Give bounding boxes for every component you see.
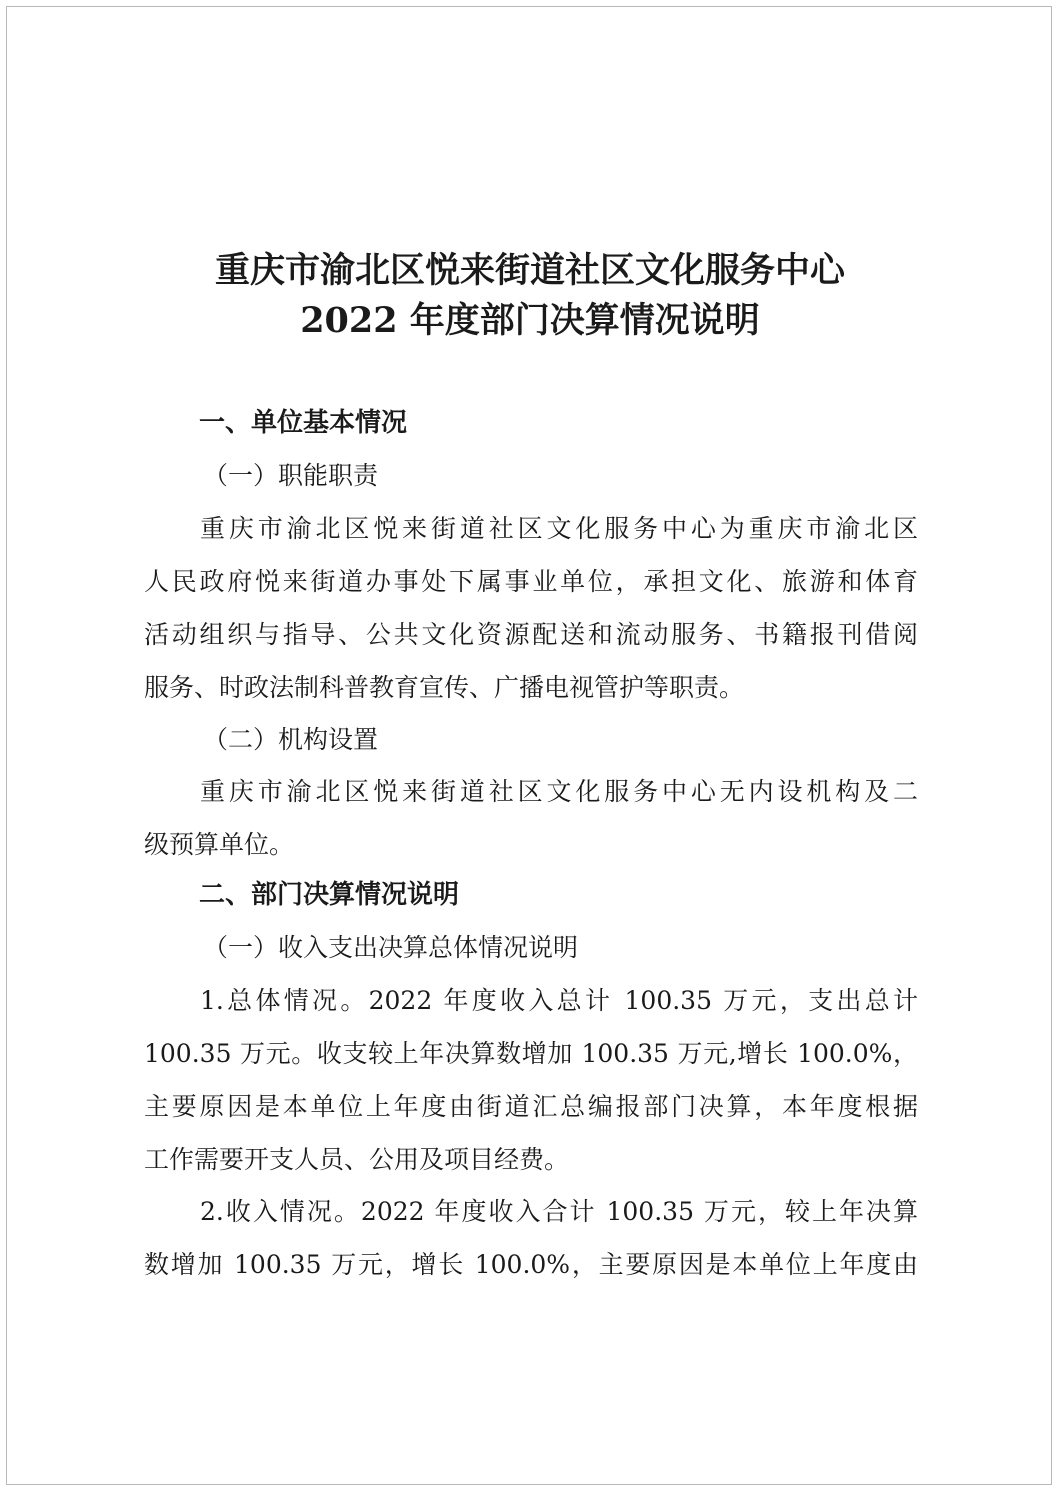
paragraph-line: 主要原因是本单位上年度由街道汇总编报部门决算，本年度根据 [144, 1092, 918, 1121]
document-title-line2: 2022 年度部门决算情况说明 [300, 300, 760, 341]
paragraph-line: 1.总体情况。2022 年度收入总计 100.35 万元，支出总计 [200, 986, 918, 1015]
document-title-line1: 重庆市渝北区悦来街道社区文化服务中心 [214, 250, 845, 291]
section1-sub1-heading: （一）职能职责 [203, 461, 379, 490]
paragraph-line: 数增加 100.35 万元，增长 100.0%，主要原因是本单位上年度由 [144, 1250, 918, 1279]
paragraph-line: 2.收入情况。2022 年度收入合计 100.35 万元，较上年决算 [200, 1197, 918, 1226]
section2-sub1-heading: （一）收入支出决算总体情况说明 [203, 933, 579, 962]
paragraph-line: 工作需要开支人员、公用及项目经费。 [144, 1145, 570, 1174]
paragraph-line: 人民政府悦来街道办事处下属事业单位，承担文化、旅游和体育 [144, 567, 918, 596]
section1-sub2-heading: （二）机构设置 [203, 725, 379, 754]
paragraph-line: 100.35 万元。收支较上年决算数增加 100.35 万元,增长 100.0%， [144, 1039, 918, 1068]
section2-heading: 二、部门决算情况说明 [199, 880, 460, 910]
paragraph-line: 服务、时政法制科普教育宣传、广播电视管护等职责。 [144, 673, 745, 702]
paragraph-line: 重庆市渝北区悦来街道社区文化服务中心为重庆市渝北区 [200, 514, 918, 543]
paragraph-line: 活动组织与指导、公共文化资源配送和流动服务、书籍报刊借阅 [144, 620, 918, 649]
section1-heading: 一、单位基本情况 [199, 408, 408, 438]
paragraph-line: 重庆市渝北区悦来街道社区文化服务中心无内设机构及二 [200, 777, 918, 806]
paragraph-line: 级预算单位。 [144, 830, 295, 859]
